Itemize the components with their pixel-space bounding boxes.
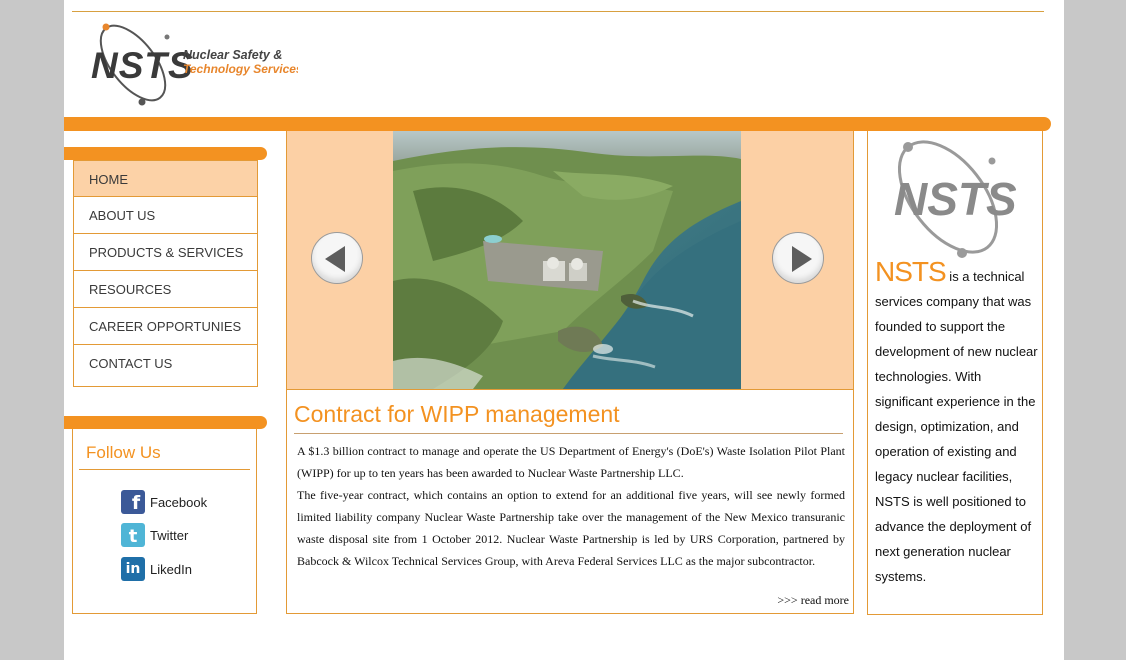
- linkedin-label: LikedIn: [150, 561, 192, 577]
- nav-resources[interactable]: RESOURCES: [74, 271, 257, 308]
- image-slider: [286, 131, 854, 390]
- nav-career-opportunities[interactable]: CAREER OPPORTUNIES: [74, 308, 257, 345]
- arrow-left-icon: [312, 233, 364, 285]
- aerial-coast-photo: [393, 131, 741, 389]
- about-logo: [886, 135, 1016, 260]
- facebook-link[interactable]: [121, 490, 207, 514]
- linkedin-link[interactable]: [121, 557, 192, 581]
- twitter-link[interactable]: [121, 523, 188, 547]
- nav-contact-us[interactable]: CONTACT US: [89, 356, 173, 371]
- slide-image: [393, 131, 741, 389]
- svg-text:Nuclear Safety &: Nuclear Safety &: [183, 48, 283, 62]
- about-panel: [867, 131, 1043, 615]
- about-text: [875, 256, 1039, 589]
- nav-home[interactable]: HOME: [74, 160, 257, 197]
- nav-tab-bar: [64, 147, 267, 160]
- facebook-label: Facebook: [150, 494, 208, 510]
- slider-prev-button[interactable]: [311, 232, 363, 284]
- svg-text:NSTS: NSTS: [894, 173, 1016, 225]
- news-body: [297, 440, 845, 572]
- follow-us-panel: [72, 429, 257, 614]
- news-title: Contract for WIPP management: [294, 401, 620, 427]
- read-more-link[interactable]: >>> read more: [777, 593, 849, 607]
- main-nav: [73, 160, 258, 387]
- svg-text:NSTS: NSTS: [91, 45, 194, 86]
- follow-tab-bar: [64, 416, 267, 429]
- nsts-logo-icon: [88, 18, 298, 110]
- slider-next-button[interactable]: [772, 232, 824, 284]
- nav-products-services[interactable]: PRODUCTS & SERVICES: [74, 234, 257, 271]
- nav-about-us[interactable]: ABOUT US: [74, 197, 257, 234]
- arrow-right-icon: [773, 233, 825, 285]
- header-bar: [64, 117, 1051, 131]
- linkedin-icon: in: [121, 557, 145, 581]
- news-panel: [286, 390, 854, 614]
- follow-us-rule: [79, 469, 250, 470]
- twitter-icon: t: [121, 523, 145, 547]
- follow-us-title: Follow Us: [86, 443, 161, 462]
- header-rule: [72, 11, 1044, 12]
- news-title-rule: [294, 433, 843, 434]
- news-paragraph-1: A $1.3 billion contract to manage and operate the US Department of Energy's (DoE's) Waste Isolation Pilot Plant (WIPP) for up to ten years has been awarded to Nuclear Waste Partnership LLC.: [297, 444, 845, 480]
- about-description: is a technical services company that was founded to support the development of new nuclear technologies. With significant experience in the design, optimization, and operation of existing and legacy nuclear facilities, NSTS is well positioned to advance the deployment of next generation nuclear systems.: [875, 269, 1038, 584]
- nsts-logo-large-icon: [886, 135, 1016, 260]
- site-logo[interactable]: [88, 18, 298, 110]
- svg-text:Technology Services: Technology Services: [183, 62, 298, 76]
- twitter-label: Twitter: [150, 527, 189, 543]
- page: [64, 0, 1064, 660]
- facebook-icon: f: [121, 490, 145, 514]
- about-brand: NSTS: [875, 256, 946, 287]
- news-paragraph-2: The five-year contract, which contains an option to extend for an additional five years, will see newly formed limited liability company Nuclear Waste Partnership take over the management of the New Mexico transuranic waste disposal site from 1 October 2012. Nuclear Waste Partnership is led by URS Corporation, partnered by Babcock & Wilcox Technical Services Group, with Areva Federal Services LLC as the major subcontractor.: [297, 488, 845, 568]
